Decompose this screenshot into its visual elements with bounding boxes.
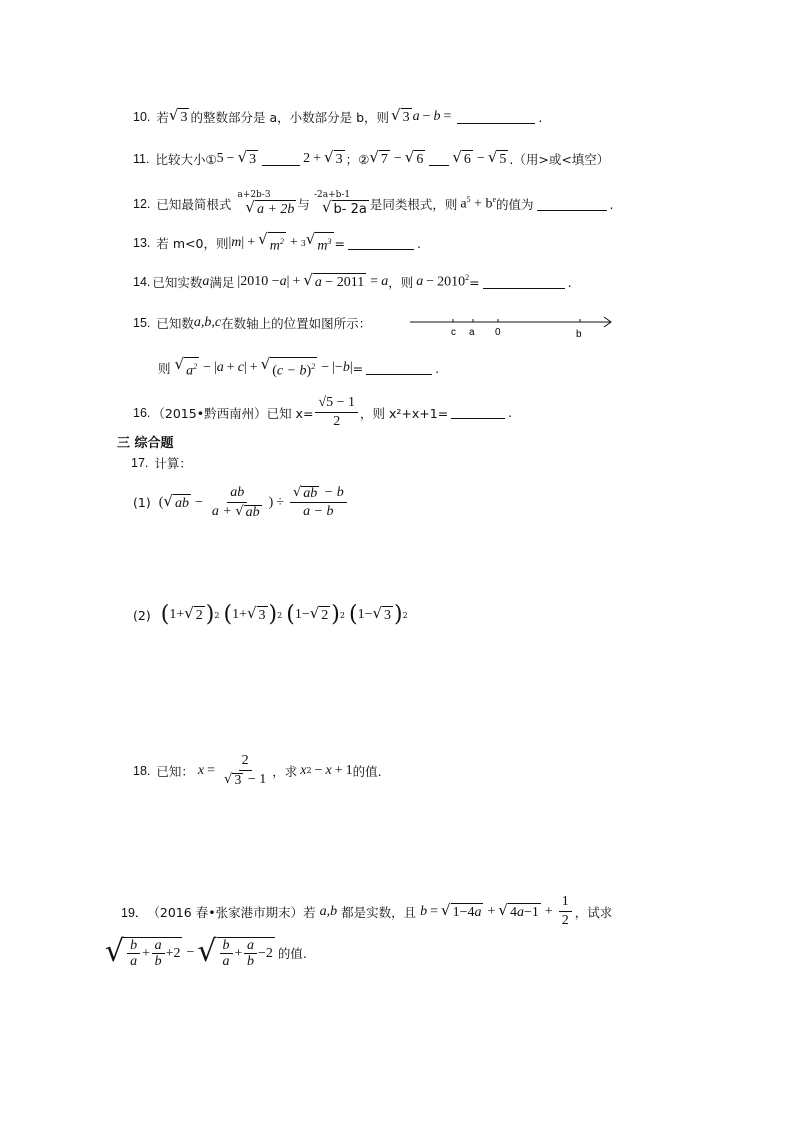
question-16: 16. （2015•黔西南州）已知 x= $\frac{√5 - 1}{2}$ ，则 x²+x+1= . (133, 395, 513, 429)
answer-blank[interactable] (451, 406, 505, 419)
question-18: 18. 已知： x = 2 √ 3 − 1 ，求 x 2 − x + 1 的值. (133, 753, 382, 788)
number-line-label-c: c (451, 327, 456, 338)
answer-blank[interactable] (429, 153, 449, 166)
question-11: 11. 比较大小① 5 − √ 3 2 + √ 3 ；② √ 7 − √ 6 √ 6 − √ 5 .（用>或<填空） (133, 148, 610, 167)
question-17-part-2: (2) ( 1+ √ 2 ) 2 ( 1+ √ 3 ) 2 ( 1− √ 2 ) 2 ( 1− √ 3 ) 2 (133, 602, 408, 627)
answer-blank[interactable] (366, 362, 432, 375)
question-13: 13. 若 m<0，则 | m | + √ $m^2$ + 3 √ $m^3$ = . (133, 230, 421, 254)
question-19: 19． （2016 春•张家港市期末）若 a,b 都是实数，且 b = √ 1−4a + √ 4a−1 + $\frac{1}{2}$ ，试求 (121, 894, 613, 928)
number-line-label-b: b (576, 329, 582, 340)
answer-blank[interactable] (262, 153, 300, 166)
fraction: $\frac{√5 - 1}{2}$ (315, 394, 358, 431)
answer-blank[interactable] (348, 237, 414, 250)
section-heading: 三 综合题 (117, 436, 174, 451)
sqrt-3: √ 3 (168, 106, 188, 125)
question-19-expression: √ $\frac{b}{a}$ + $\frac{a}{b}$ +2 − √ $\frac{b}{a}$ + $\frac{a}{b}$ −2 的值. (105, 934, 307, 969)
answer-blank[interactable] (483, 276, 565, 289)
number-line-label-0: 0 (495, 327, 501, 338)
question-12: 12. 已知最简根式 a+2b-3 √ a + 2b 与 -2a+b-1 √ b- 2a 是同类根式，则 $a^5 + b^e$ 的值为 . (133, 190, 614, 217)
question-10: 10. 若 √ 3 的整数部分是 a，小数部分是 b，则 √ 3 a − b = . (133, 106, 543, 125)
question-15-expression: 则 √ $a^2$ − | a + c | + √ $(c - b)^2$ − |− b | = . (158, 355, 440, 379)
question-number: 10. (133, 110, 151, 124)
answer-blank[interactable] (457, 111, 535, 124)
question-17: 17. 计算： (131, 456, 192, 471)
question-17-part-1: (1) ( √ ab − ab a + √ ab ) ÷ √ ab − b a − b (133, 484, 350, 521)
answer-blank[interactable] (537, 198, 607, 211)
number-line-label-a: a (469, 327, 475, 338)
question-14: 14. 已知实数 a 满足 |2010 − a | + √ a − 2011 = a ，则 a − 2010$^2$ = . (133, 271, 572, 290)
number-line (410, 314, 620, 338)
question-15: 15. 已知数 a,b,c 在数轴上的位置如图所示： (133, 315, 372, 331)
